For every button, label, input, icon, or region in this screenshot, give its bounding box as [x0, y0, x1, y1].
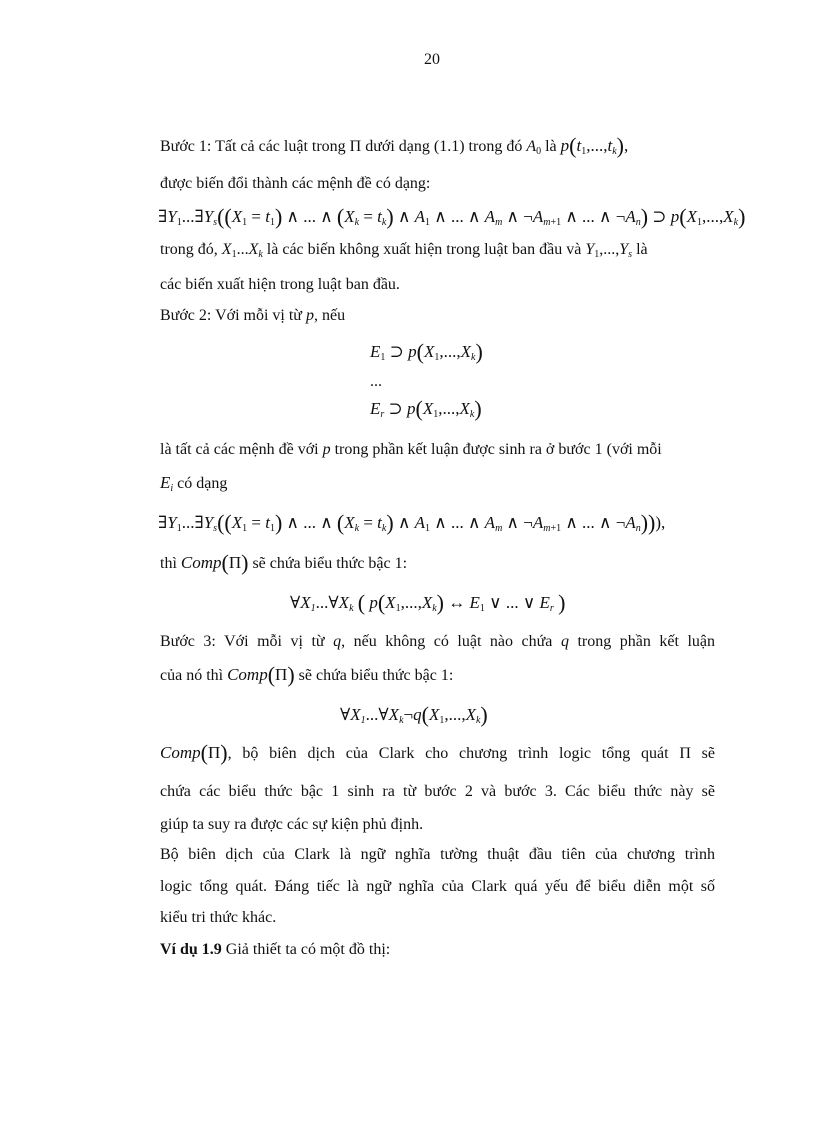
- step2-line1: Bước 2: Với mỗi vị từ p, nếu: [160, 307, 346, 324]
- page-number: 20: [424, 51, 440, 68]
- formula-comp-p: $\forall X_1...\forall X_k$ ( $p(X_1,...,X_k)$ ↔ $E_1$ ∨ ... ∨ $E_r$ ): [290, 590, 566, 615]
- comp-line1: Comp(Π), bộ biên dịch của Clark cho chương trình logic tổng quát Π sẽ: [160, 740, 715, 765]
- clark-line3: kiểu tri thức khác.: [160, 909, 277, 926]
- step2-line-b: $E_i$ có dạng: [160, 473, 228, 494]
- step3-line2: của nó thì Comp(Π) sẽ chứa biểu thức bậc 1:: [160, 662, 454, 687]
- clark-line1: Bộ biên dịch của Clark là ngữ nghĩa tường thuật đầu tiên của chương trình: [160, 846, 715, 863]
- example-line: Ví dụ 1.9 Giả thiết ta có một đồ thị:: [160, 941, 391, 958]
- formula-step1: $\exists Y_1...\exists Y_s((X_1 = t_1)$ ∧ ... ∧ $(X_k = t_k)$ ∧ $A_1$ ∧ ... ∧ $A_m$ ∧ $\neg A_{m+1}$ ∧ ... ∧ $\neg A_n$) ⊃ $p(X_1,...,X_k)$: [158, 204, 746, 229]
- formula-comp-q: $\forall X_1...\forall X_k\neg q(X_1,...,X_k)$: [340, 702, 488, 727]
- formula-dots: ...: [370, 373, 382, 390]
- example-label: Ví dụ 1.9: [160, 941, 222, 958]
- comp-line3: giúp ta suy ra được các sự kiện phủ định.: [160, 816, 424, 833]
- formula-e1: $E_1$ ⊃ $p(X_1,...,X_k)$: [370, 339, 483, 364]
- step2-line-a: là tất cả các mệnh đề với p trong phần kết luận được sinh ra ở bước 1 (với mỗi: [160, 441, 662, 458]
- step1-line1: Bước 1: Tất cả các luật trong Π dưới dạng (1.1) trong đó $A_0$ là $p(t_1,...,t_k)$,: [160, 133, 629, 158]
- step1-line2: được biến đổi thành các mệnh đề có dạng:: [160, 175, 431, 192]
- formula-er: $E_r$ ⊃ $p(X_1,...,X_k)$: [370, 396, 482, 421]
- formula-ei: $\exists Y_1...\exists Y_s((X_1 = t_1)$ ∧ ... ∧ $(X_k = t_k)$ ∧ $A_1$ ∧ ... ∧ $A_m$ ∧ $\neg A_{m+1}$ ∧ ... ∧ $\neg A_n$))),: [158, 510, 666, 535]
- step3-line1: Bước 3: Với mỗi vị từ q, nếu không có luật nào chứa q trong phần kết luận: [160, 633, 715, 650]
- step1-line4: trong đó, $X_1...X_k$ là các biến không xuất hiện trong luật ban đầu và $Y_1,...,Y_s$ là: [160, 241, 648, 260]
- step1-line5: các biến xuất hiện trong luật ban đầu.: [160, 276, 400, 293]
- comp-line2: chứa các biểu thức bậc 1 sinh ra từ bước 2 và bước 3. Các biểu thức này sẽ: [160, 783, 715, 800]
- clark-line2: logic tổng quát. Đáng tiếc là ngữ nghĩa của Clark quá yếu để biểu diễn một số: [160, 878, 715, 895]
- step2-line-d: thì Comp(Π) sẽ chứa biểu thức bậc 1:: [160, 550, 408, 575]
